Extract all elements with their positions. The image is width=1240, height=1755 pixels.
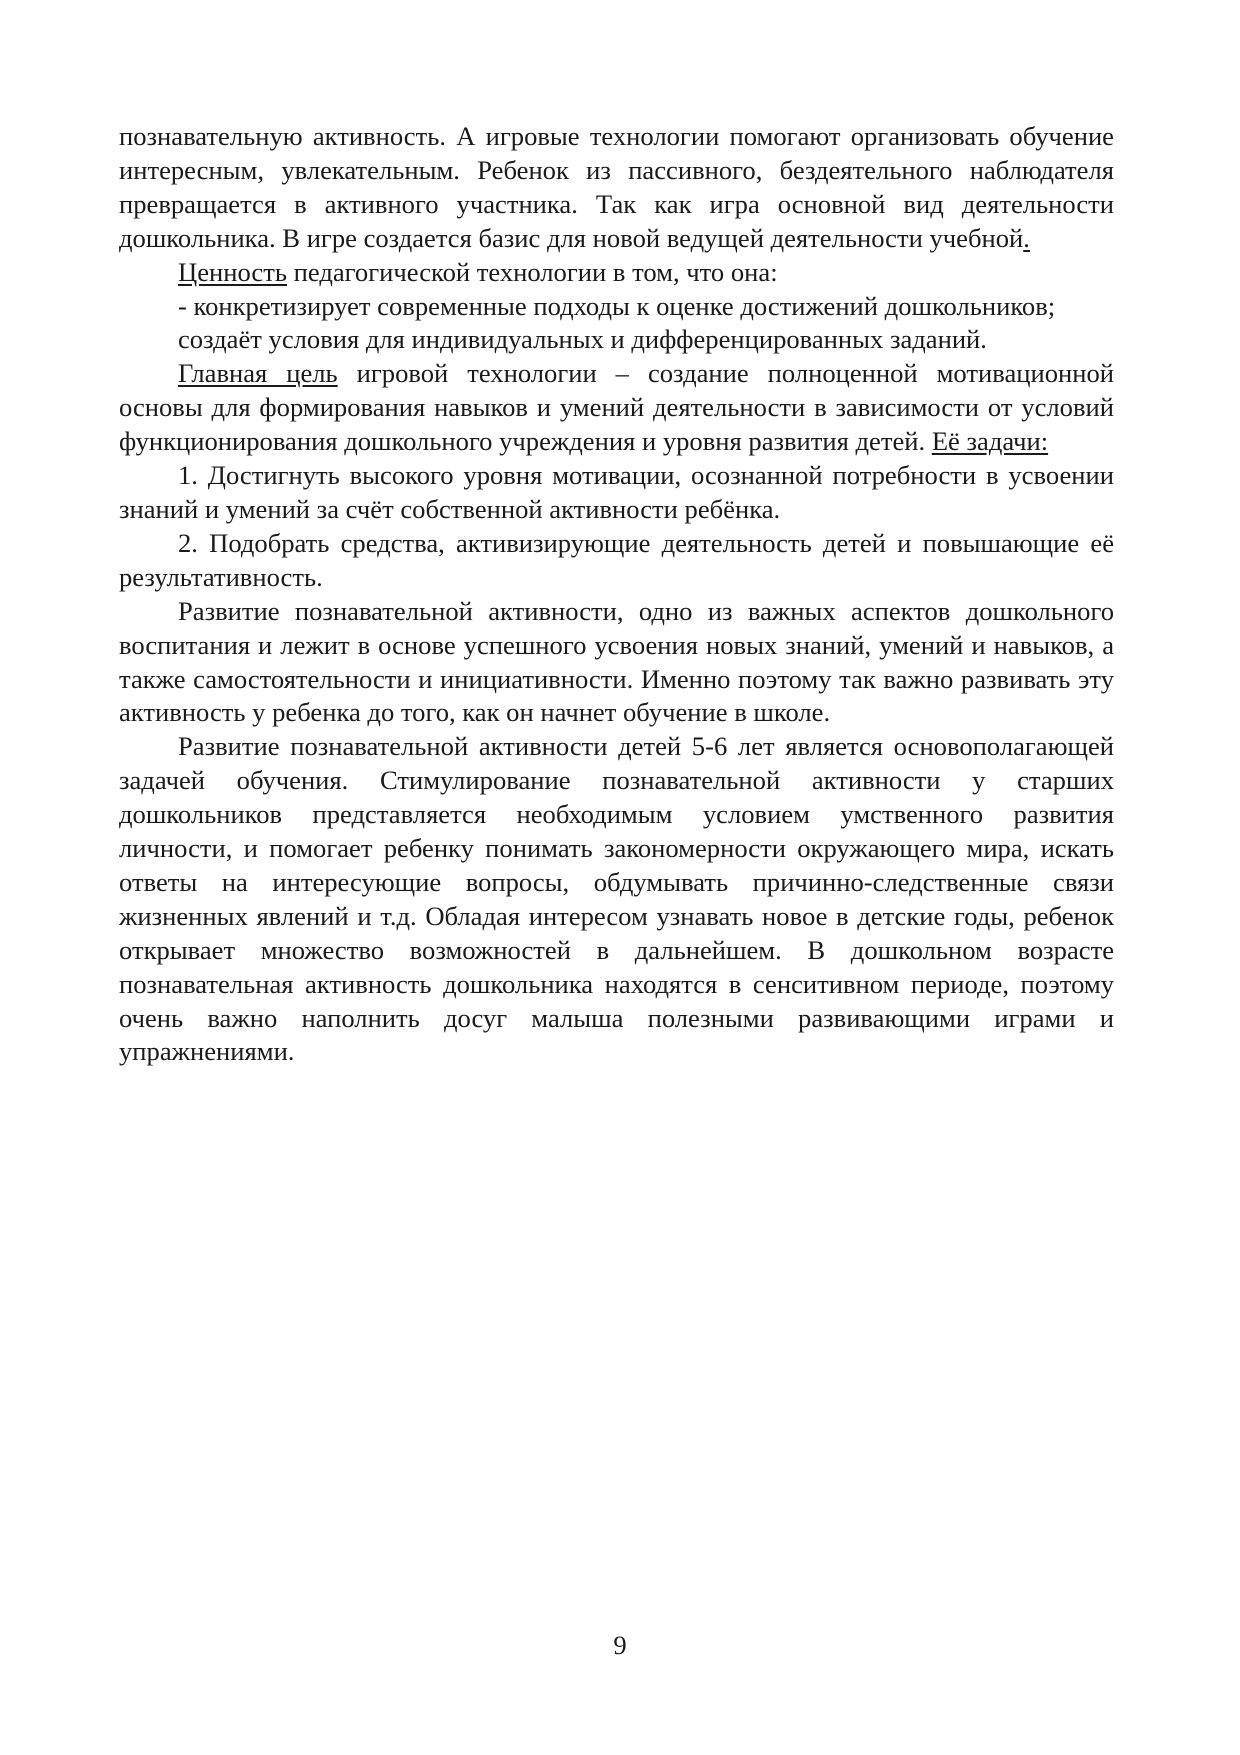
paragraph-1 — [119, 120, 1114, 256]
paragraph-2-text: педагогической технологии в том, что она: — [287, 256, 778, 287]
list-item-1: - конкретизирует современные подходы к оценке достижений дошкольников; — [178, 290, 1056, 321]
underlined-term-tasks: Её задачи: — [931, 426, 1049, 457]
list-item-2: создаёт условия для индивидуальных и дифференцированных заданий. — [178, 324, 987, 355]
paragraph-development: Развитие познавательной активности, одно из важных аспектов дошкольного воспитания и лежит в основе успешного усвоения новых знаний, умений и навыков, а также самостоятельности и инициативности. Именно поэтому так важно развивать эту активность у ребенка до того, как он начнет обучение в школе. — [119, 595, 1114, 728]
paragraph-age-5-6: Развитие познавательной активности детей 5-6 лет является основополагающей задачей обучения. Стимулирование познавательной активности у старших дошкольников представляется необходимым условием умственного развития личности, и помогает ребенку понимать закономерности окружающего мира, искать ответы на интересующие вопросы, обдумывать причинно-следственные связи жизненных явлений и т.д. Обладая интересом узнавать новое в детские годы, ребенок открывает множество возможностей в дальнейшем. В дошкольном возрасте познавательная активность дошкольника находятся в сенситивном периоде, поэтому очень важно наполнить досуг малыша полезными развивающими играми и упражнениями. — [119, 731, 1114, 1067]
underlined-term-goal: Главная цель — [178, 358, 338, 389]
task-2: 2. Подобрать средства, активизирующие деятельность детей и повышающие её результативность. — [119, 527, 1114, 592]
paragraph-1-text: познавательную активность. А игровые технологии помогают организовать обучение интересным, увлекательным. Ребенок из пассивного, бездеятельного наблюдателя превращается в активного участника. Так как игра основной вид деятельности дошкольника. В игре создается базис для новой ведущей деятельности учебной — [119, 121, 1114, 253]
task-1: 1. Достигнуть высокого уровня мотивации, осознанной потребности в усвоении знаний и умений за счёт собственной активности ребёнка. — [119, 460, 1114, 524]
paragraph-goal-text: игровой технологии – создание полноценной мотивационной основы для формирования навыков и умений деятельности в зависимости от условий функционирования дошкольного учреждения и уровня развития детей. — [119, 358, 1114, 457]
paragraph-goal — [119, 357, 1114, 459]
paragraph-2 — [119, 256, 1114, 290]
underlined-term-value: Ценность — [178, 256, 287, 287]
document-body — [119, 120, 1114, 1069]
paragraph-1-period: . — [1023, 222, 1030, 253]
page-number: 9 — [613, 1630, 627, 1660]
